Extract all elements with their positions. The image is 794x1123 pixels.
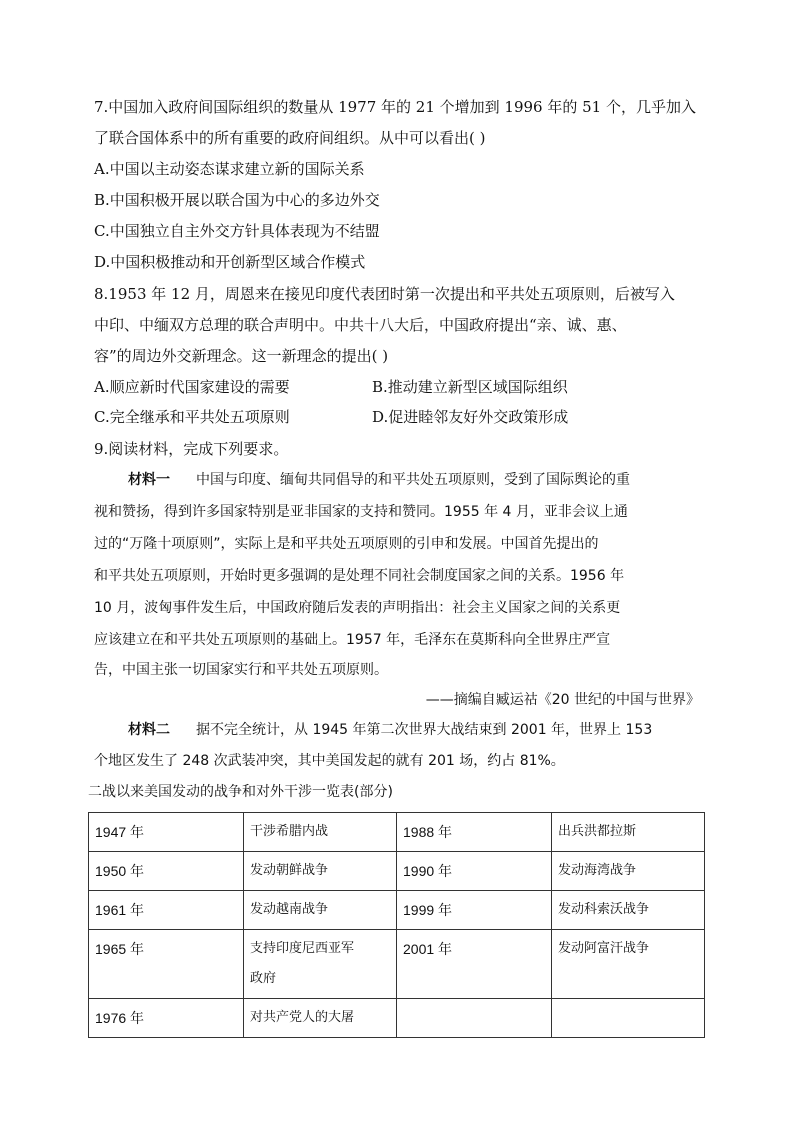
q8-stem-line3: 容”的周边外交新理念。这一新理念的提出( ) xyxy=(94,347,389,365)
table-cell-year: 1988 年 xyxy=(397,813,552,852)
material-one-label: 材料一 xyxy=(128,472,170,488)
table-row xyxy=(89,891,705,930)
table-cell-year: 1965 年 xyxy=(89,930,244,999)
table-row xyxy=(89,813,705,852)
q9-title: 9.阅读材料，完成下列要求。 xyxy=(94,440,289,458)
q8-stem-line1: 8.1953 年 12 月，周恩来在接见印度代表团时第一次提出和平共处五项原则，后被写入 xyxy=(94,285,675,303)
q7-stem-line1: 7.中国加入政府间国际组织的数量从 1977 年的 21 个增加到 1996 年的 51 个，几乎加入 xyxy=(94,98,696,116)
q7-option-d: D.中国积极推动和开创新型区域合作模式 xyxy=(94,253,366,271)
table-cell-event: 对共产党人的大屠 xyxy=(244,999,397,1038)
material-one-line: 告，中国主张一切国家实行和平共处五项原则。 xyxy=(94,662,388,678)
table-cell-year: 2001 年 xyxy=(397,930,552,999)
table-row xyxy=(89,930,705,999)
material-one-line: 应该建立在和平共处五项原则的基础上。1957 年，毛泽东在莫斯科向全世界庄严宣 xyxy=(94,632,611,648)
table-title: 二战以来美国发动的战争和对外干涉一览表(部分) xyxy=(88,784,393,800)
material-two-line: 据不完全统计，从 1945 年第二次世界大战结束到 2001 年，世界上 153 xyxy=(196,722,653,738)
table-cell-event: 发动阿富汗战争 xyxy=(552,930,705,999)
material-one-line: 和平共处五项原则，开始时更多强调的是处理不同社会制度国家之间的关系。1956 年 xyxy=(94,568,625,584)
table-cell-event xyxy=(552,999,705,1038)
table-cell-year: 1947 年 xyxy=(89,813,244,852)
material-one-line: 10 月，波匈事件发生后，中国政府随后发表的声明指出：社会主义国家之间的关系更 xyxy=(94,600,621,616)
us-wars-table xyxy=(88,812,705,1038)
q8-stem-line2: 中印、中缅双方总理的联合声明中。中共十八大后，中国政府提出“亲、诚、惠、 xyxy=(94,316,627,334)
table-cell-event: 干涉希腊内战 xyxy=(244,813,397,852)
table-cell-year: 1976 年 xyxy=(89,999,244,1038)
q7-option-a: A.中国以主动姿态谋求建立新的国际关系 xyxy=(94,160,365,178)
table-cell-year: 1999 年 xyxy=(397,891,552,930)
table-cell-year: 1950 年 xyxy=(89,852,244,891)
table-cell-event: 发动海湾战争 xyxy=(552,852,705,891)
table-cell-event: 支持印度尼西亚军 政府 xyxy=(244,930,397,999)
table-cell-year: 1961 年 xyxy=(89,891,244,930)
q8-option-d: D.促进睦邻友好外交政策形成 xyxy=(372,408,569,426)
q7-option-c: C.中国独立自主外交方针具体表现为不结盟 xyxy=(94,222,380,240)
material-two-label: 材料二 xyxy=(128,722,170,738)
material-one-line: 中国与印度、缅甸共同倡导的和平共处五项原则，受到了国际舆论的重 xyxy=(196,472,630,488)
table-cell-year xyxy=(397,999,552,1038)
material-two-line: 个地区发生了 248 次武装冲突，其中美国发起的就有 201 场，约占 81%。 xyxy=(94,753,565,769)
q8-option-c: C.完全继承和平共处五项原则 xyxy=(94,408,290,426)
q8-option-b: B.推动建立新型区域国际组织 xyxy=(372,378,568,396)
material-one-source: ——摘编自臧运祜《20 世纪的中国与世界》 xyxy=(425,692,700,708)
material-one-line: 视和赞扬，得到许多国家特别是亚非国家的支持和赞同。1955 年 4 月，亚非会议上通 xyxy=(94,504,628,520)
table-cell-event: 发动科索沃战争 xyxy=(552,891,705,930)
q7-stem-line2: 了联合国体系中的所有重要的政府间组织。从中可以看出( ) xyxy=(94,129,486,147)
table-row xyxy=(89,999,705,1038)
q7-option-b: B.中国积极开展以联合国为中心的多边外交 xyxy=(94,191,380,209)
table-cell-event: 出兵洪都拉斯 xyxy=(552,813,705,852)
table-cell-year: 1990 年 xyxy=(397,852,552,891)
table-cell-event: 发动朝鲜战争 xyxy=(244,852,397,891)
table-row xyxy=(89,852,705,891)
q8-option-a: A.顺应新时代国家建设的需要 xyxy=(94,378,290,396)
table-cell-event: 发动越南战争 xyxy=(244,891,397,930)
material-one-line: 过的“万隆十项原则”，实际上是和平共处五项原则的引申和发展。中国首先提出的 xyxy=(94,536,599,552)
